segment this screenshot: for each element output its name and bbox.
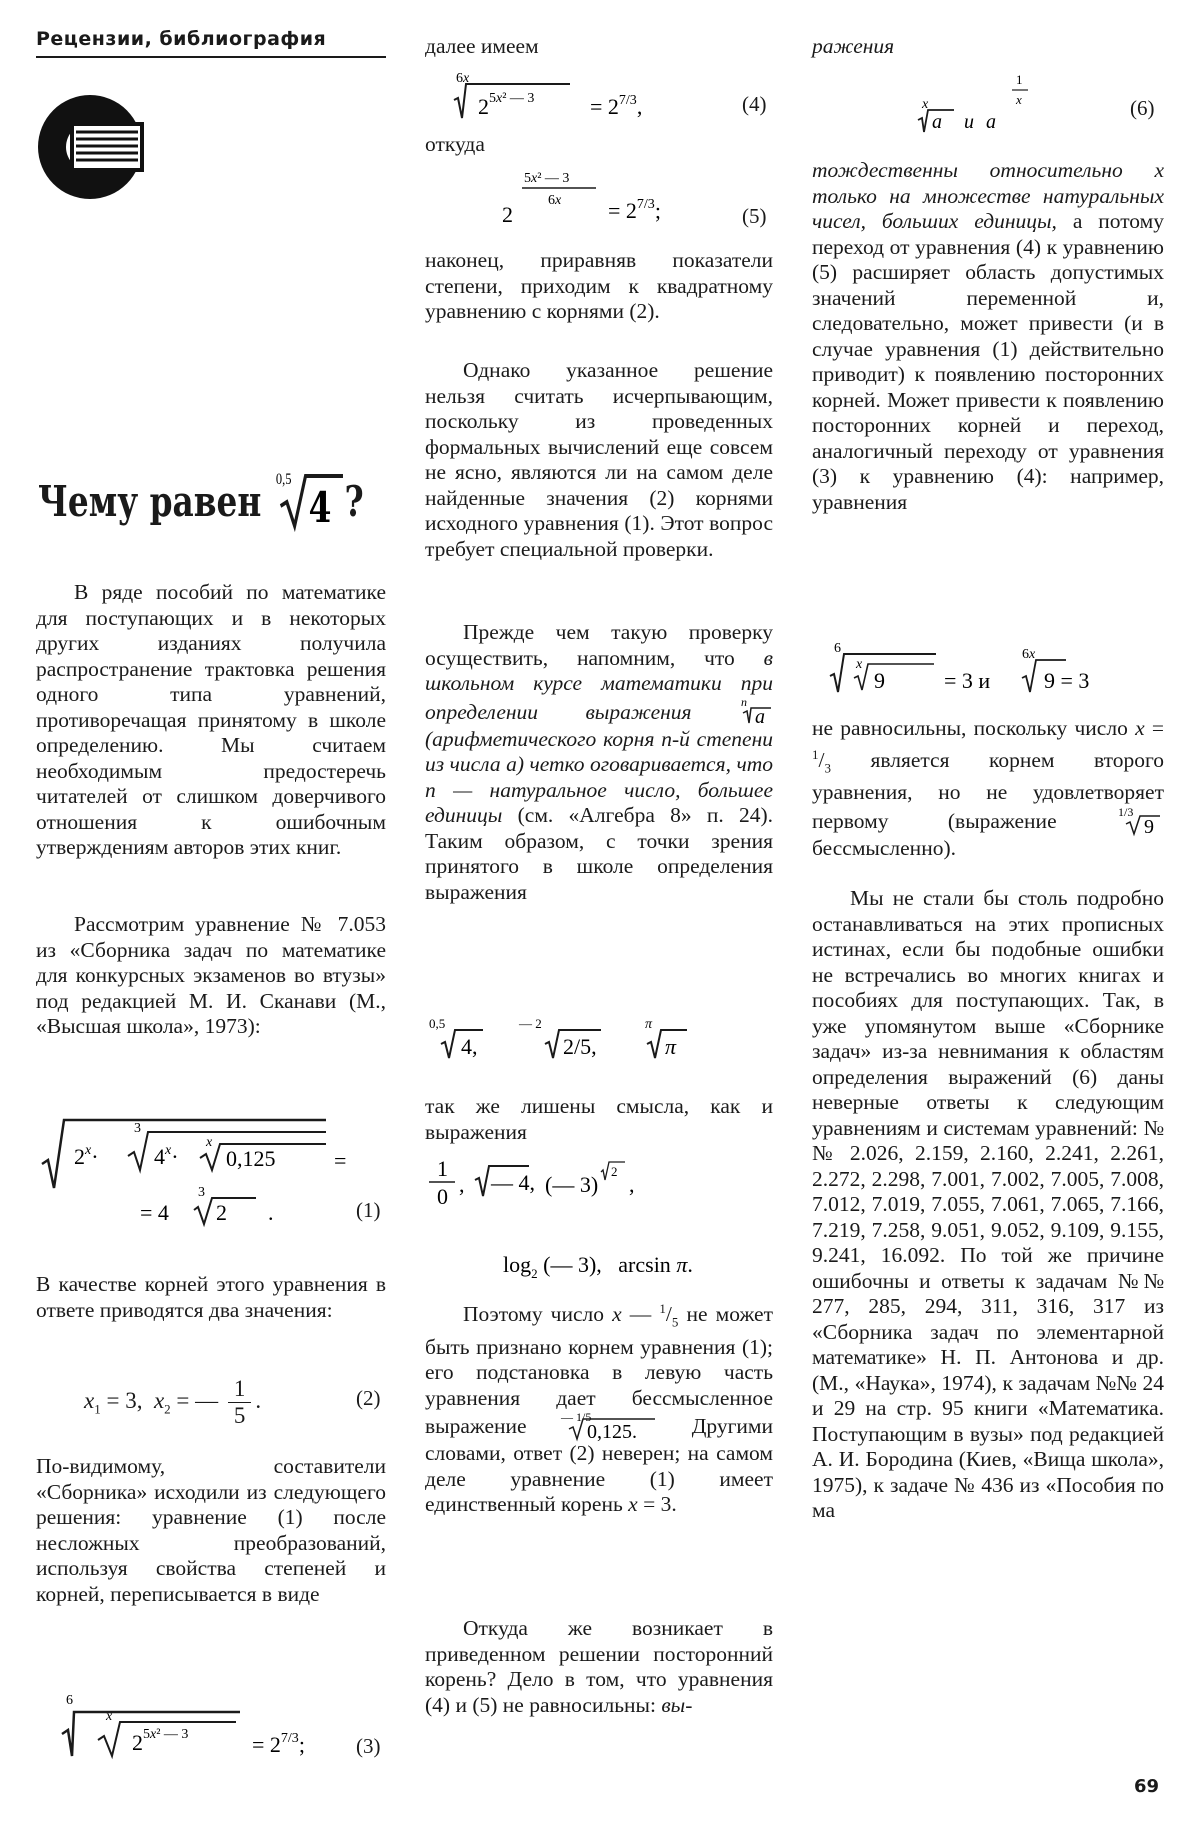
svg-text:6x: 6x [1022, 647, 1036, 662]
svg-text:2: 2 [502, 202, 513, 227]
svg-text:2/5,: 2/5, [563, 1034, 597, 1059]
col1-paragraph-3: В качестве корней этого уравнения в ответе приводятся два значения: [36, 1272, 386, 1322]
col3-line-1: ражения [812, 34, 895, 58]
col2-line-2: откуда [425, 132, 485, 156]
svg-text:n: n [741, 694, 747, 709]
svg-text:2: 2 [611, 1164, 618, 1179]
one-third-root-nine [1116, 806, 1164, 836]
svg-text:25x² — 3: $2^{5x^2 — 3}$ [132, 1727, 189, 1755]
section-header: Рецензии, библиография [36, 28, 386, 58]
svg-text:9 = 3: 9 = 3 [1044, 668, 1090, 693]
svg-text:= 3 и: = 3 и [944, 668, 991, 693]
svg-text:0: 0 [437, 1184, 448, 1209]
equation-4 [440, 70, 700, 122]
svg-text:1/3: 1/3 [1118, 804, 1134, 819]
col2-paragraph-2: Однако указанное решение нельзя считать исчерпывающим, поскольку из проведенных формальных вычислений еще совсем не ясно, являются ли на самом деле найденные значения (2) корнями исходного уравнения (1). Этот вопрос требует специальной проверки. [425, 358, 773, 561]
svg-text:0,125: 0,125 [226, 1146, 276, 1171]
eq2-number: (2) [356, 1386, 381, 1410]
svg-text:π: π [645, 1017, 653, 1032]
eq4-number: (4) [742, 92, 767, 116]
col2-paragraph-5: Поэтому число x — $^1/_5$ не может быть признано корнем уравнения (1); его подстановка в левую часть уравнения дает бессмысленное выражение — 1/5 0,125. Другими словами, ответ (2) неверен; на самом деле уравнение (1) имеет единственный корень x = 3. [425, 1301, 774, 1517]
col1-paragraph-2: Рассмотрим уравнение № 7.053 из «Сборника задач по математике для конкурсных экзаменов во втузы» под редакцией М. И. Сканави (М., «Высшая школа», 1973): [36, 912, 386, 1038]
magazine-section-logo-icon [38, 92, 148, 202]
svg-text:x: x [1016, 92, 1022, 107]
svg-text:0,125.: 0,125. [587, 1421, 638, 1444]
equation-3 [40, 1686, 340, 1766]
col3-paragraph-3: Мы не стали бы столь подробно останавливаться на этих прописных истинах, если бы подобные ошибки не встречались во многих книгах и пособиях для поступающих. Так, в уже упомянутом выше «Сборнике задач» из-за невнимания к областям определения выражений (6) даны неверные ответы к следующим уравнениям и системам уравнений: №№ 2.026, 2.159, 2.160, 2.241, 2.261, 2.272, 2.298, 7.001, 7.002, 7.005, 7.008, 7.012, 7.019, 7.055, 7.061, 7.065, 7.166, 7.219, 7.258, 9.051, 9.052, 9.109, 9.155, 9.241, 16.092. По той же причине ошибочны и ответы к задачам №№ 277, 285, 294, 311, 316, 317 из «Сборника задач по элементарной математике» Н. П. Антонова и др. (М., «Наука», 1974), к задачам №№ 24 и 29 на стр. 95 книги «Математика. Поступающим в вузы» под редакцией А. И. Бородина (Киев, «Вища школа», 1975), к задаче № 436 из «Пособия по ма [812, 886, 1164, 1522]
eq3-number: (3) [356, 1734, 381, 1758]
svg-text:6: 6 [834, 641, 841, 656]
undefined-root-expressions [425, 1014, 765, 1062]
svg-text:.: . [268, 1200, 274, 1225]
eq1-number: (1) [356, 1198, 381, 1222]
col3-paragraph-2: не равносильны, поскольку число $x = ^1/_3$ является корнем второго уравнения, но не удовлетворяет первому (выражение 1/3 9 бессмысленно). [812, 716, 1165, 860]
nth-root-a [739, 694, 773, 728]
svg-text:= 27/3;: = $2^{7/3}$; [252, 1731, 305, 1757]
svg-text:=: = [334, 1148, 347, 1173]
equation-2: $x_1 = 3$, $x_2$ = — $\frac{1}{5}$ . [84, 1376, 262, 1428]
svg-text:a: a [755, 705, 765, 728]
svg-text:1: 1 [1016, 72, 1023, 87]
col2-paragraph-4: так же лишены смысла, как и выражения [425, 1094, 773, 1144]
eq5-number: (5) [742, 204, 767, 228]
svg-text:— 2: — 2 [519, 1016, 542, 1031]
col2-paragraph-1: наконец, приравняв показатели степени, приходим к квадратному уравнению с корнями (2). [425, 248, 773, 323]
svg-text:6: 6 [66, 1693, 73, 1708]
col2-paragraph-6: Откуда же возникает в приведенном решении посторонний корень? Дело в том, что уравнения (4) и (5) не равносильны: вы- [425, 1616, 773, 1717]
svg-text:= 27/3,: = $2^{7/3}$, [590, 93, 643, 119]
svg-text:9: 9 [874, 668, 885, 693]
svg-text:3: 3 [134, 1121, 141, 1136]
svg-text:— 4,: — 4, [491, 1170, 535, 1195]
eq6-number: (6) [1130, 96, 1155, 120]
article-title: Чему равен 0,5 4 ? [38, 470, 364, 533]
svg-text:a: a [932, 111, 942, 133]
undefined-expressions [425, 1150, 765, 1290]
svg-text:x: x [922, 97, 929, 112]
equation-5 [500, 168, 720, 232]
svg-text:(— 3): (— 3) [545, 1172, 599, 1197]
svg-text:2: 2 [216, 1200, 227, 1225]
svg-text:π: π [665, 1034, 677, 1059]
svg-text:и: и [964, 111, 974, 133]
equation-6 [910, 70, 1070, 136]
page-number: 69 [1134, 1776, 1160, 1797]
svg-text:4,: 4, [461, 1034, 478, 1059]
col3-paragraph-1: тождественны относительно x только на множестве натуральных чисел, больших единицы, а потому переход от уравнения (4) к уравнению (5) расширяет область допустимых значений переменной и, следовательно, может привести (и в случае уравнения (1) действительно приводит) к появлению посторонних корней. Может привести к появлению посторонних корней и переход, аналогичный переходу от уравнения (3) к уравнению (4): например, уравнения [812, 158, 1165, 514]
title-radical [273, 470, 345, 533]
svg-text:6x: 6x [548, 193, 562, 208]
svg-text:x: x [206, 1135, 213, 1150]
svg-text:0,5: 0,5 [429, 1016, 446, 1031]
example-equations [826, 640, 1156, 696]
col2-line-1: далее имеем [425, 34, 539, 58]
svg-text:2x·: $2^x\cdot$ [74, 1143, 99, 1169]
col2-paragraph-3: Прежде чем такую проверку осуществить, напомним, что в школьном курсе математики при определении выражения n a (арифметического корня n-й степени из числа a) четко оговаривается, что n — натуральное число, большее единицы (см. «Алгебра 8» п. 24). Таким образом, с точки зрения принятого в школе определения выражения [425, 620, 774, 904]
invalid-root-expression [561, 1410, 657, 1444]
svg-text:4: 4 [308, 482, 332, 533]
svg-text:1: 1 [437, 1156, 448, 1181]
svg-text:4x·: $4^x\cdot$ [154, 1143, 179, 1169]
svg-text:5x² — 3: 5x² — 3 [524, 171, 570, 186]
equation-1 [36, 1112, 386, 1232]
svg-text:a: a [986, 111, 996, 133]
svg-text:x: x [856, 657, 863, 672]
svg-text:= 4: = 4 [140, 1200, 169, 1225]
svg-text:,: , [459, 1172, 465, 1197]
col1-paragraph-1: В ряде пособий по математике для поступающих и в некоторых других изданиях получила распространение трактовка решения одного типа уравнений, противоречащая принятому в школе определению. Мы считаем необходимым предостеречь читателей от слишком доверчивого отношения к ошибочным утверждениям авторов этих книг. [36, 580, 386, 859]
svg-text:— 1/5: — 1/5 [561, 1410, 592, 1425]
col1-paragraph-4: По-видимому, составители «Сборника» исходили из следующего решения: уравнение (1) после несложных преобразований, используя свойства степеней и корней, переписывается в виде [36, 1454, 386, 1606]
svg-text:9: 9 [1144, 815, 1154, 838]
svg-text:25x² — 3: $2^{5x^2 — 3}$ [478, 91, 535, 119]
svg-text:0,5: 0,5 [275, 470, 292, 489]
svg-text:6x: 6x [456, 71, 470, 86]
svg-text:log2 (— 3), arcsin π.: $\log_2$ (— 3), arcsin π. [503, 1252, 693, 1281]
svg-text:3: 3 [198, 1185, 205, 1200]
svg-text:x: x [106, 1709, 113, 1724]
svg-text:= 27/3;: = $2^{7/3}$; [608, 197, 661, 223]
svg-text:,: , [629, 1172, 635, 1197]
